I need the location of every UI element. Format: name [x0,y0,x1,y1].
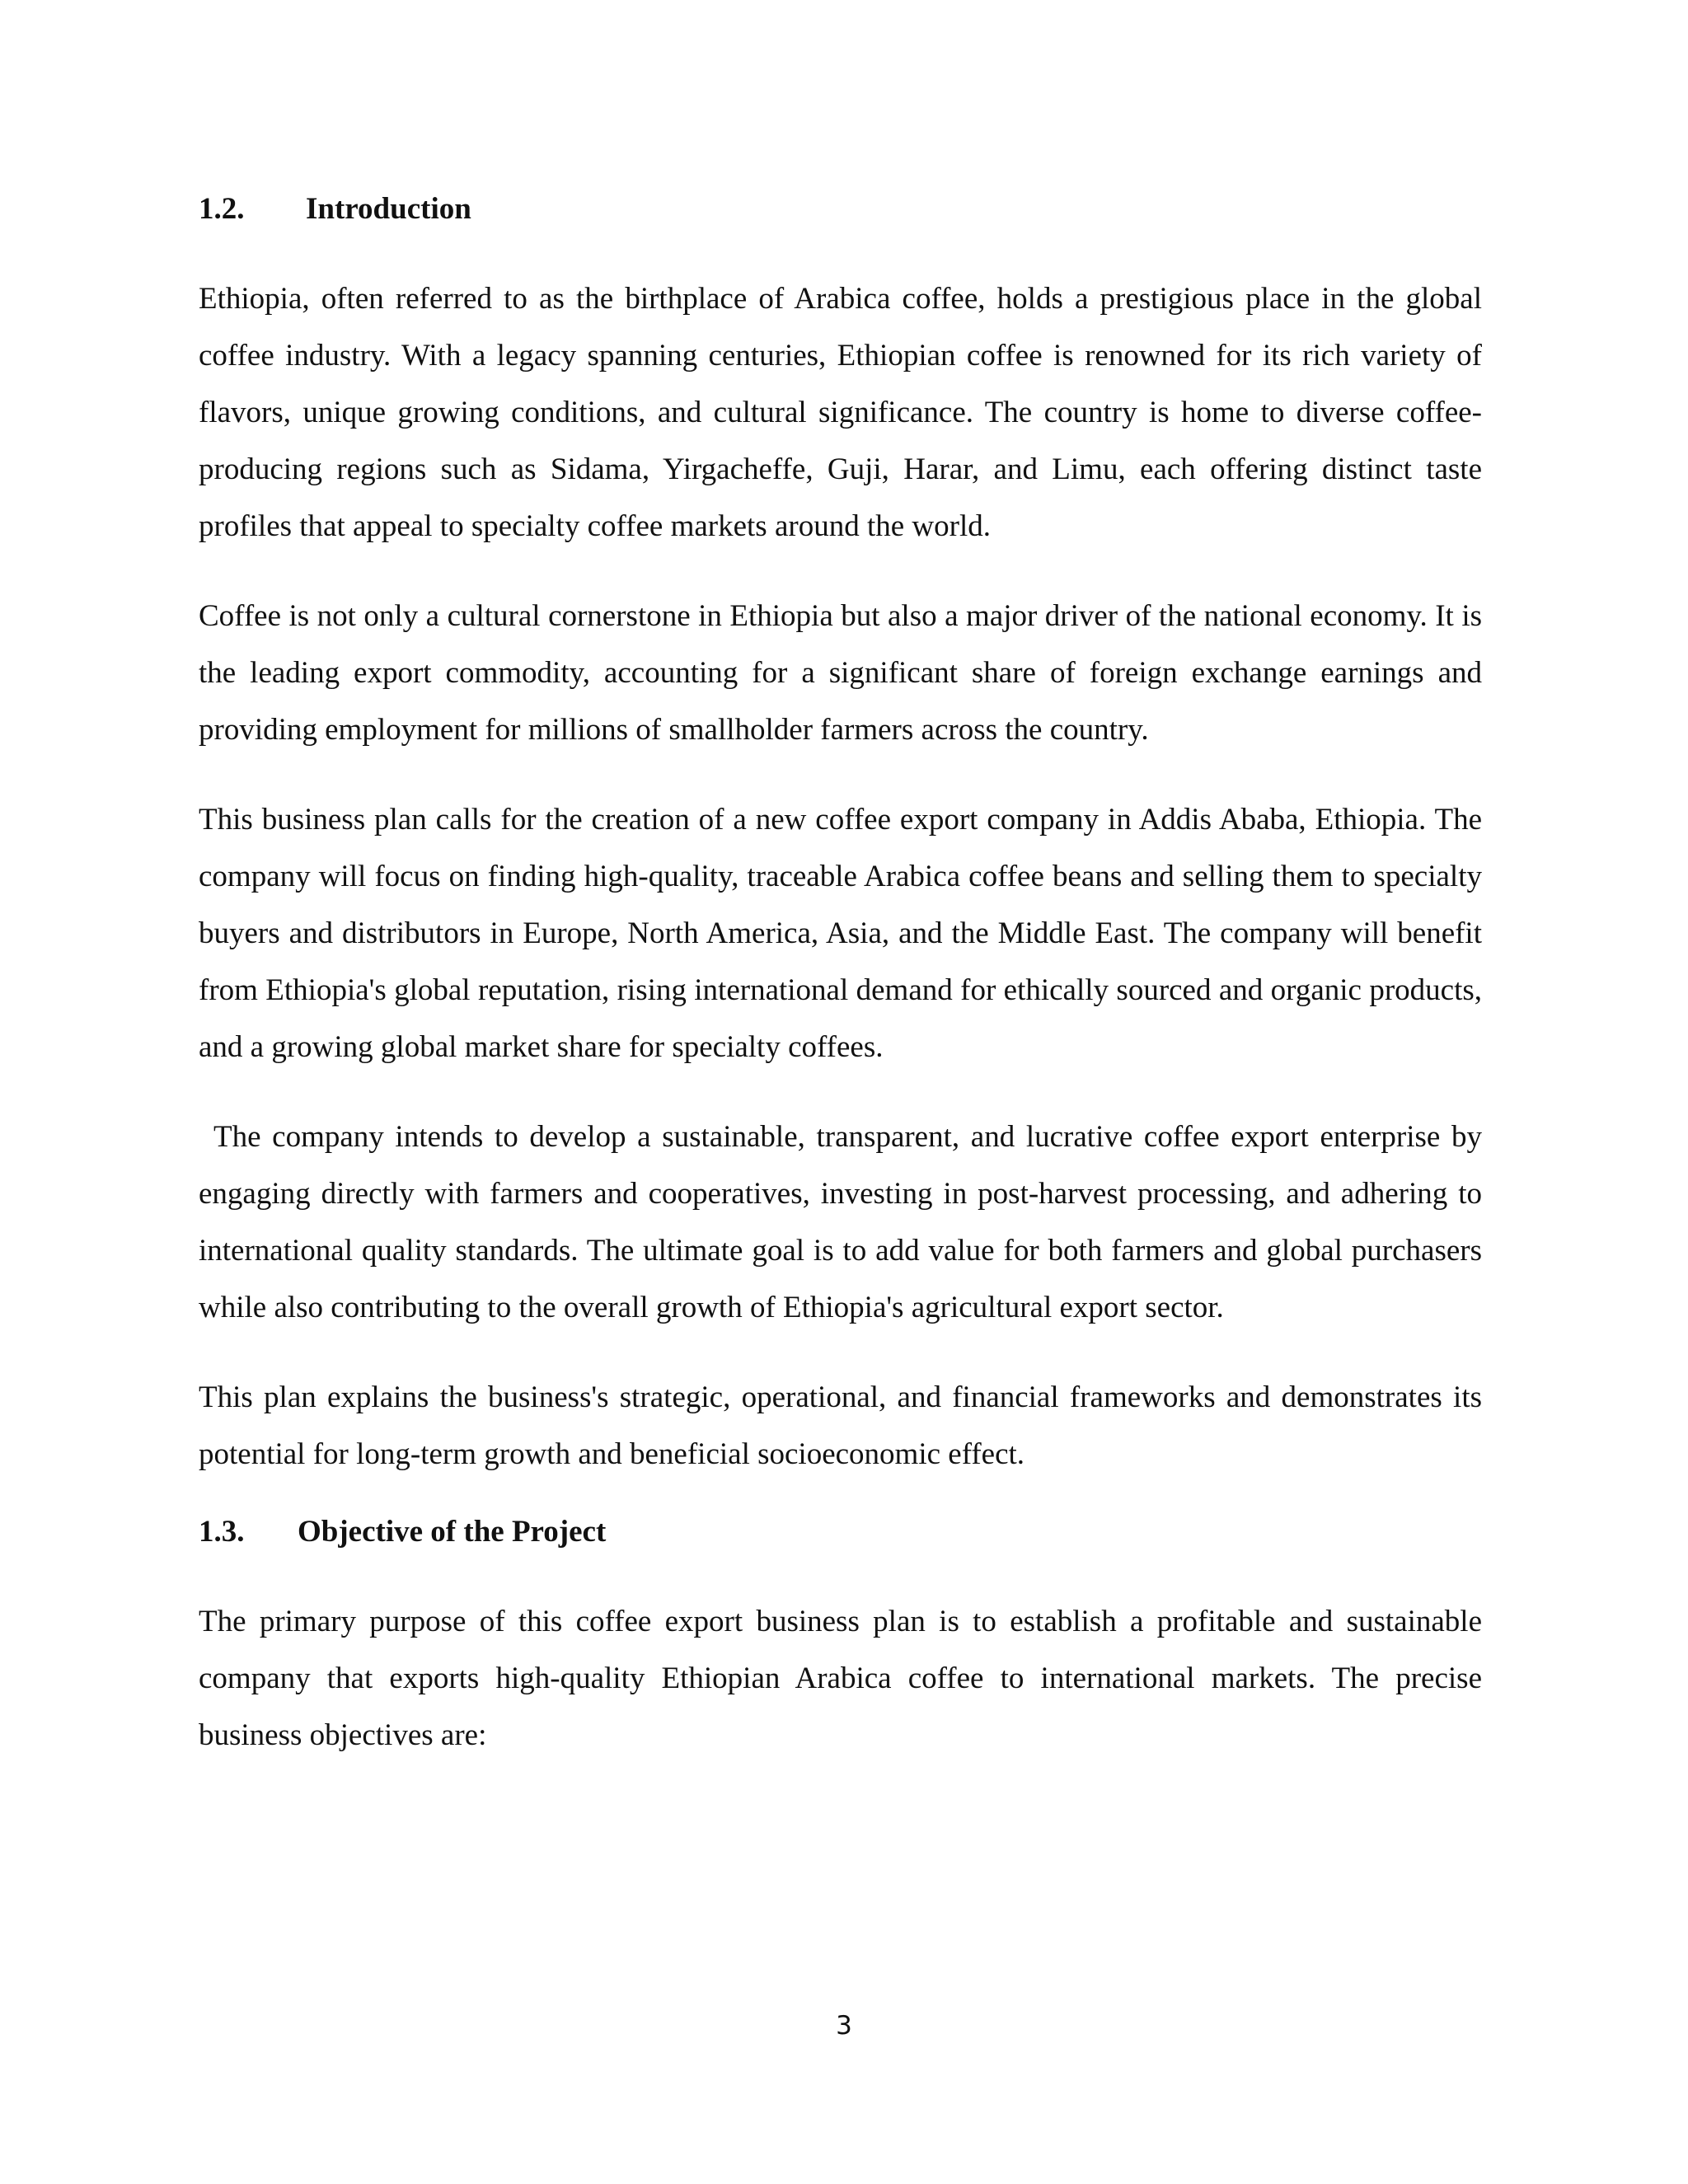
intro-paragraph-4: The company intends to develop a sustainable, transparent, and lucrative coffee export enterprise by engaging directly with farmers and cooperatives, investing in post-harvest processing, and adhering to international quality standards. The ultimate goal is to add value for both farmers and global purchasers while also contributing to the overall growth of Ethiopia's agricultural export sector. [199,1120,1482,1324]
section-title: Objective of the Project [298,1515,607,1549]
intro-paragraph-1: Ethiopia, often referred to as the birthplace of Arabica coffee, holds a prestigious place in the global coffee industry. With a legacy spanning centuries, Ethiopian coffee is renowned for its rich variety of flavors, unique growing conditions, and cultural significance. The country is home to diverse coffee-producing regions such as Sidama, Yirgacheffe, Guji, Harar, and Limu, each offering distinct taste profiles that appeal to specialty coffee markets around the world. [199,282,1482,543]
section-heading-objective [199,1511,1482,1554]
objective-paragraph-1: The primary purpose of this coffee export business plan is to establish a profitable and sustainable company that exports high-quality Ethiopian Arabica coffee to international markets. The precise business objectives are: [199,1605,1482,1752]
intro-paragraph-2: Coffee is not only a cultural cornerstone in Ethiopia but also a major driver of the national economy. It is the leading export commodity, accounting for a significant share of foreign exchange earnings and providing employment for millions of smallholder farmers across the country. [199,599,1482,747]
section-heading-introduction [199,188,1482,231]
section-number: 1.2. [199,192,245,226]
intro-paragraph-3: This business plan calls for the creation of a new coffee export company in Addis Ababa, Ethiopia. The company will focus on finding high-quality, traceable Arabica coffee beans and selling them to specialty buyers and distributors in Europe, North America, Asia, and the Middle East. The company will benefit from Ethiopia's global reputation, rising international demand for ethically sourced and organic products, and a growing global market share for specialty coffees. [199,803,1482,1064]
intro-paragraph-5: This plan explains the business's strategic, operational, and financial frameworks and demonstrates its potential for long-term growth and beneficial socioeconomic effect. [199,1380,1482,1471]
page-number: 3 [836,2011,852,2041]
page-content [199,188,1482,1764]
section-number: 1.3. [199,1515,245,1549]
section-title: Introduction [306,192,471,226]
